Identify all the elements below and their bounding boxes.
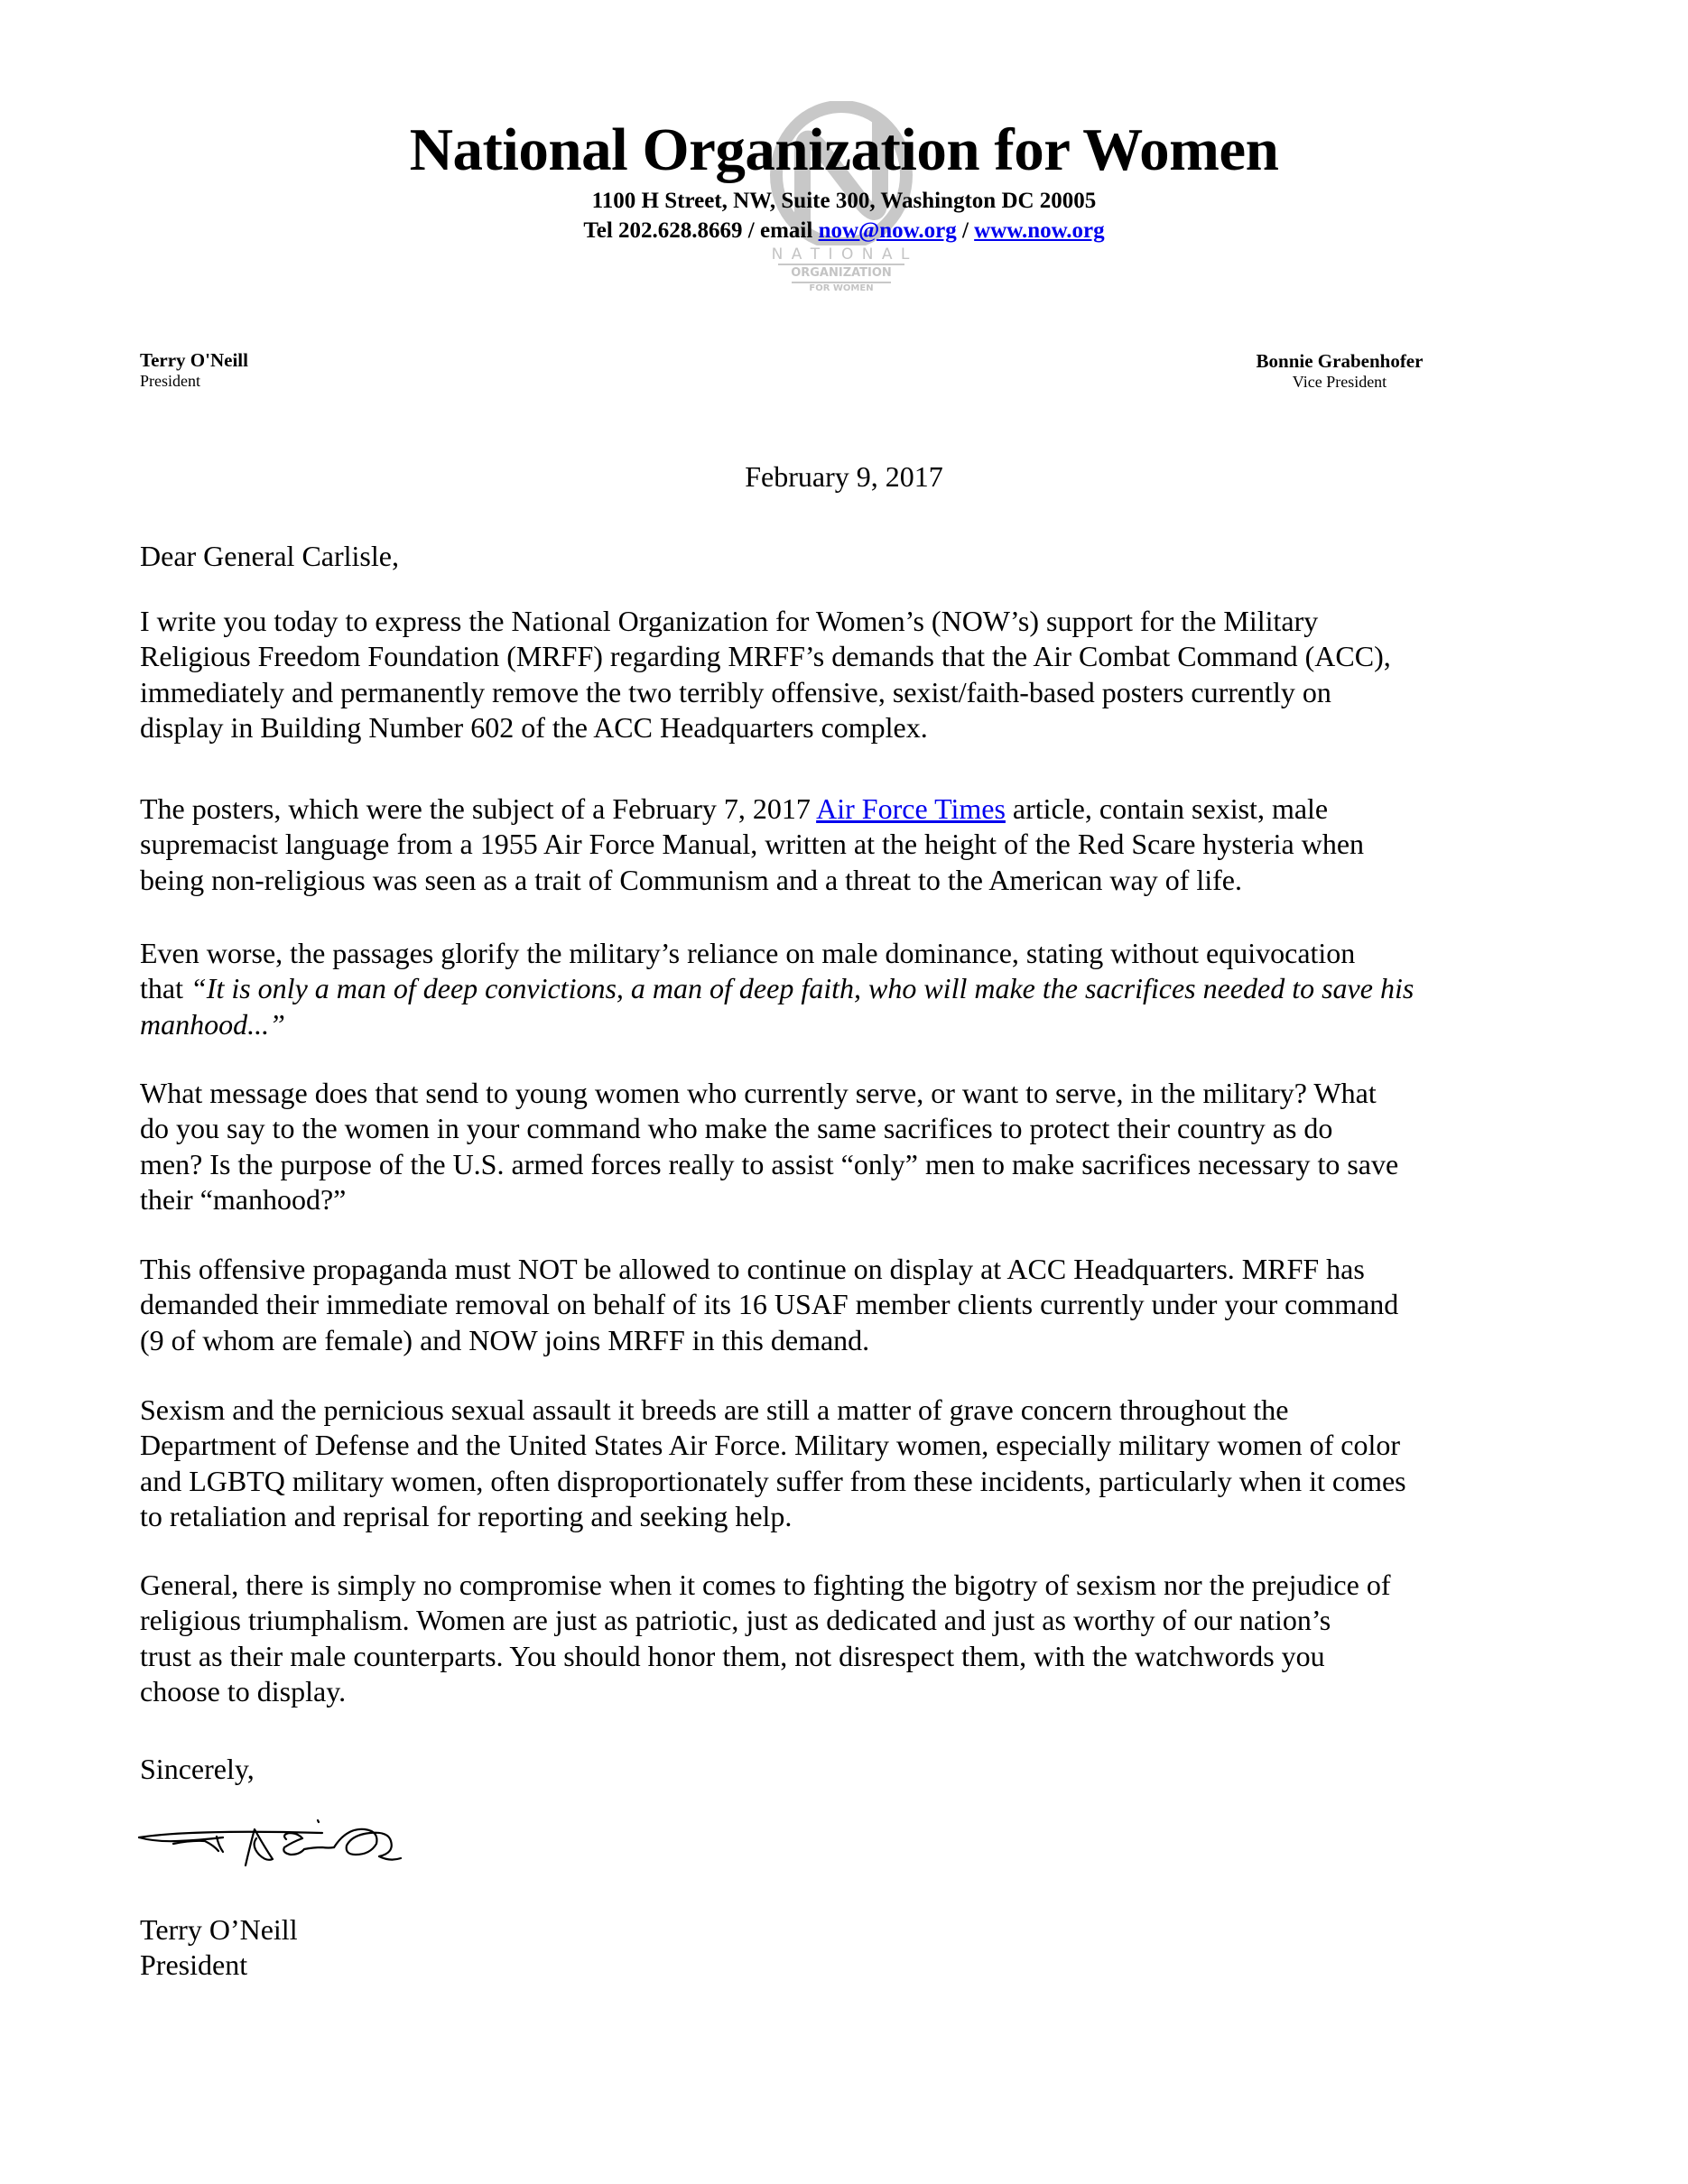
organization-title: National Organization for Women: [409, 116, 1279, 183]
paragraph-line: demanded their immediate removal on behalf of its 16 USAF member clients currently under your command: [140, 1288, 1399, 1321]
text-run: article, contain sexist, male: [1005, 792, 1329, 825]
email-link[interactable]: now@now.org: [818, 218, 957, 243]
paragraph-5: [140, 1252, 1398, 1358]
contact-phone-email-label: Tel 202.628.8669 / email: [583, 218, 819, 243]
closing: Sincerely,: [140, 1753, 255, 1785]
salutation: Dear General Carlisle,: [140, 540, 399, 572]
paragraph-line: being non-religious was seen as a trait of Communism and a threat to the American way of life.: [140, 863, 1242, 896]
signer-name: Terry O’Neill: [140, 1913, 298, 1946]
officer-name: Bonnie Grabenhofer: [1256, 350, 1424, 372]
paragraph-line: choose to display.: [140, 1675, 347, 1708]
paragraph-line: their “manhood?”: [140, 1183, 347, 1217]
paragraph-3: [140, 936, 1414, 1042]
paragraph-line: display in Building Number 602 of the ACC Headquarters complex.: [140, 711, 928, 745]
paragraph-line: Religious Freedom Foundation (MRFF) regarding MRFF’s demands that the Air Combat Command (ACC),: [140, 640, 1391, 673]
quote-text: manhood...”: [140, 1007, 285, 1041]
paragraph-line: to retaliation and reprisal for reporting and seeking help.: [140, 1500, 793, 1533]
website-link[interactable]: www.now.org: [974, 218, 1105, 243]
logo-text-organization: ORGANIZATION: [791, 266, 892, 280]
paragraph-line: trust as their male counterparts. You should honor them, not disrespect them, with the watchwords you: [140, 1639, 1325, 1672]
paragraph-6: [140, 1393, 1406, 1535]
paragraph-1: [140, 604, 1391, 746]
paragraph-line: do you say to the women in your command who make the same sacrifices to protect their country as do: [140, 1112, 1333, 1145]
text-run: that: [140, 972, 190, 1005]
signer-block: [140, 1912, 298, 1984]
paragraph-line: supremacist language from a 1955 Air Force Manual, written at the height of the Red Scare hysteria when: [140, 828, 1365, 861]
paragraph-4: [140, 1076, 1398, 1218]
paragraph-7: [140, 1568, 1390, 1710]
officer-title: President: [140, 372, 200, 390]
organization-contact: [0, 217, 1688, 245]
paragraph-2: [140, 791, 1364, 898]
paragraph-line: and LGBTQ military women, often disproportionately suffer from these incidents, particularly when it comes: [140, 1464, 1406, 1497]
paragraph-line: What message does that send to young women who currently serve, or want to serve, in the military? What: [140, 1077, 1377, 1109]
paragraph-line: I write you today to express the National Organization for Women’s (NOW’s) support for the Military: [140, 605, 1319, 637]
paragraph-line: [140, 791, 1364, 827]
text-run: The posters, which were the subject of a February 7, 2017: [140, 792, 817, 825]
letter-date: February 9, 2017: [745, 460, 943, 493]
paragraph-line: immediately and permanently remove the two terribly offensive, sexist/faith-based posters currently on: [140, 675, 1331, 708]
paragraph-line: [140, 1007, 1414, 1042]
paragraph-line: religious triumphalism. Women are just as patriotic, just as dedicated and just as worthy of our nation’s: [140, 1604, 1331, 1637]
logo-divider: [778, 264, 904, 265]
paragraph-line: Even worse, the passages glorify the military’s reliance on male dominance, stating without equivocation: [140, 937, 1356, 969]
officer-name: Terry O'Neill: [140, 349, 248, 371]
officer-title: Vice President: [1292, 373, 1387, 391]
air-force-times-link[interactable]: Air Force Times: [816, 792, 1006, 825]
paragraph-line: men? Is the purpose of the U.S. armed forces really to assist “only” men to make sacrifices necessary to save: [140, 1147, 1399, 1180]
officer-vice-president-block: [1235, 350, 1444, 392]
logo-text-national: N A T I O N A L: [771, 245, 912, 264]
paragraph-line: [140, 971, 1414, 1006]
paragraph-line: (9 of whom are female) and NOW joins MRFF in this demand.: [140, 1323, 870, 1356]
logo-text-for-women: FOR WOMEN: [809, 283, 874, 293]
organization-address: 1100 H Street, NW, Suite 300, Washington DC 20005: [591, 189, 1097, 213]
officer-president-block: [140, 349, 248, 391]
handwritten-signature-icon: [137, 1809, 408, 1877]
quote-text: “It is only a man of deep convictions, a man of deep faith, who will make the sacrifices needed to save his: [190, 972, 1414, 1005]
contact-separator: /: [956, 218, 975, 243]
paragraph-line: General, there is simply no compromise when it comes to fighting the bigotry of sexism nor the prejudice of: [140, 1569, 1391, 1601]
paragraph-line: Sexism and the pernicious sexual assault it breeds are still a matter of grave concern throughout the: [140, 1393, 1289, 1426]
paragraph-line: This offensive propaganda must NOT be allowed to continue on display at ACC Headquarters. MRFF has: [140, 1253, 1365, 1285]
paragraph-line: Department of Defense and the United States Air Force. Military women, especially military women of color: [140, 1429, 1401, 1462]
signer-title: President: [140, 1948, 248, 1982]
